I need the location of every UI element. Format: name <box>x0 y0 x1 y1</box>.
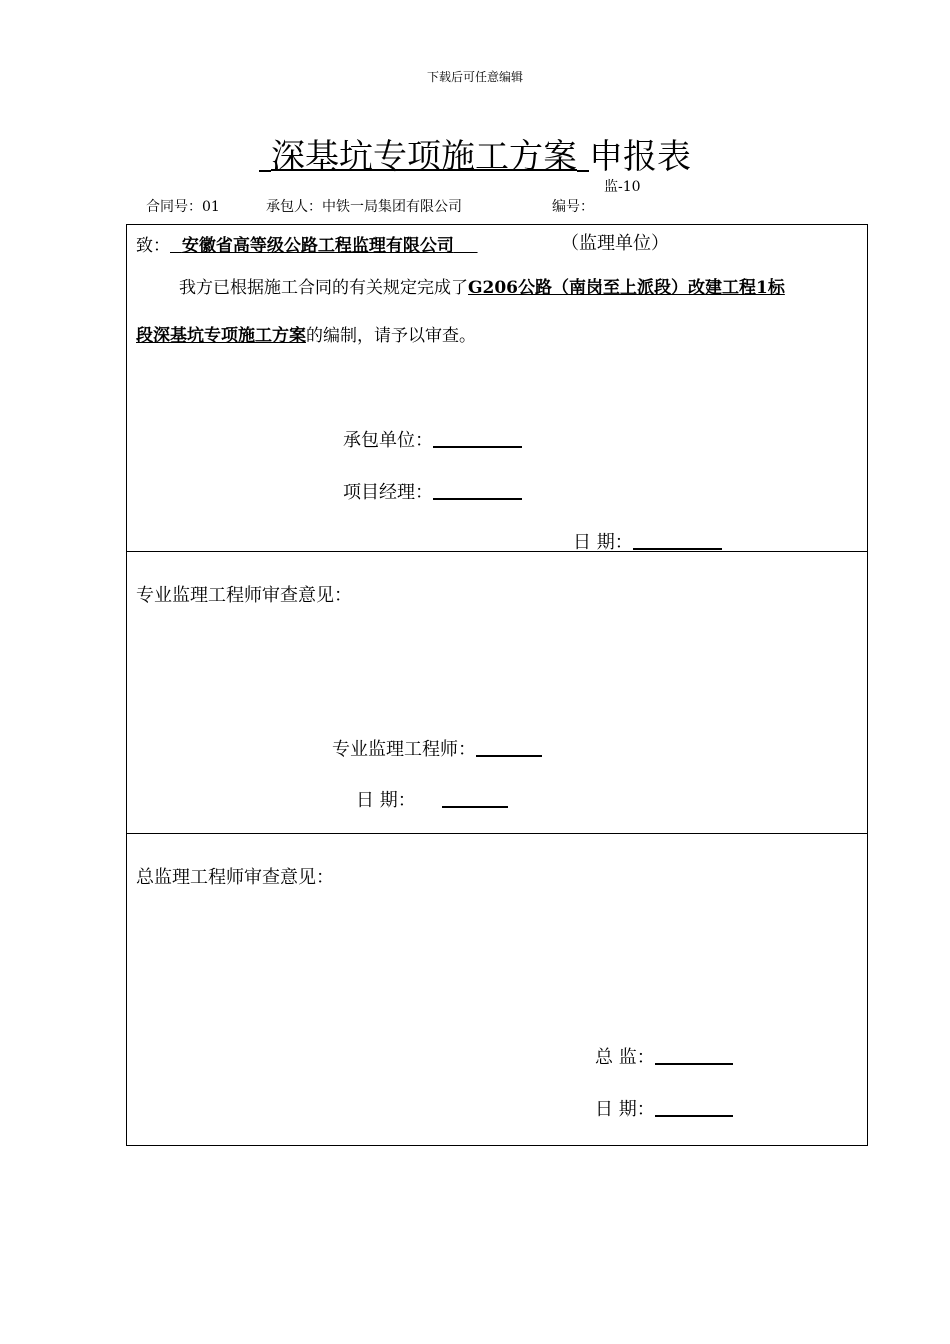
review-form <box>126 224 868 1146</box>
engineer-date-row <box>356 786 508 812</box>
engineer-date-blank[interactable] <box>442 788 508 808</box>
project-name-line1: G206公路（南岗至上派段）改建工程1标 <box>468 278 785 298</box>
supervision-unit-note: （监理单位） <box>561 233 669 254</box>
supervision-company: 安徽省高等级公路工程监理有限公司 <box>181 236 454 256</box>
submission-prefix: 我方已根据施工合同的有关规定完成了 <box>179 278 468 298</box>
submission-text-line1 <box>179 273 785 298</box>
chief-sign-row <box>595 1043 733 1069</box>
page-title <box>0 132 950 182</box>
contractor-date-row <box>573 528 722 554</box>
chief-date-row <box>595 1095 733 1121</box>
chief-date-blank[interactable] <box>655 1097 733 1117</box>
engineer-date-label: 日 期： <box>356 790 416 811</box>
project-manager-blank[interactable] <box>433 480 522 500</box>
header-note: 下载后可任意编辑 <box>426 70 523 84</box>
project-manager-label: 项目经理： <box>343 482 433 503</box>
title-underline-tail <box>577 134 589 172</box>
form-code: 监-10 <box>604 179 641 195</box>
section-divider-2 <box>127 833 867 834</box>
title-suffix: 申报表 <box>589 137 691 177</box>
chief-review-heading: 总监理工程师审查意见： <box>136 867 334 888</box>
chief-label: 总 监： <box>595 1047 655 1068</box>
title-underline-lead <box>259 134 271 172</box>
contractor-date-label: 日 期： <box>573 532 633 553</box>
engineer-label: 专业监理工程师： <box>332 739 476 760</box>
contractor-name: 承包人：中铁一局集团有限公司 <box>266 199 462 215</box>
chief-date-label: 日 期： <box>595 1099 655 1120</box>
submission-text-line2 <box>136 321 476 346</box>
engineer-blank[interactable] <box>476 737 542 757</box>
serial-number: 编号： <box>552 199 594 215</box>
section-divider-1 <box>127 551 867 552</box>
contractor-unit-label: 承包单位： <box>343 430 433 451</box>
contractor-unit-row <box>343 426 522 452</box>
title-main: 深基坑专项施工方案 <box>271 137 577 177</box>
contractor-date-blank[interactable] <box>633 530 722 550</box>
submission-suffix: 的编制，请予以审查。 <box>306 326 476 346</box>
contract-number: 合同号：01 <box>146 199 220 215</box>
contractor-unit-blank[interactable] <box>433 428 522 448</box>
to-label: 致： <box>136 236 170 256</box>
chief-blank[interactable] <box>655 1045 733 1065</box>
addressee-row <box>136 231 478 256</box>
engineer-sign-row <box>332 735 542 761</box>
project-name-line2: 段深基坑专项施工方案 <box>136 326 306 346</box>
project-manager-row <box>343 478 522 504</box>
engineer-review-heading: 专业监理工程师审查意见： <box>136 585 352 606</box>
